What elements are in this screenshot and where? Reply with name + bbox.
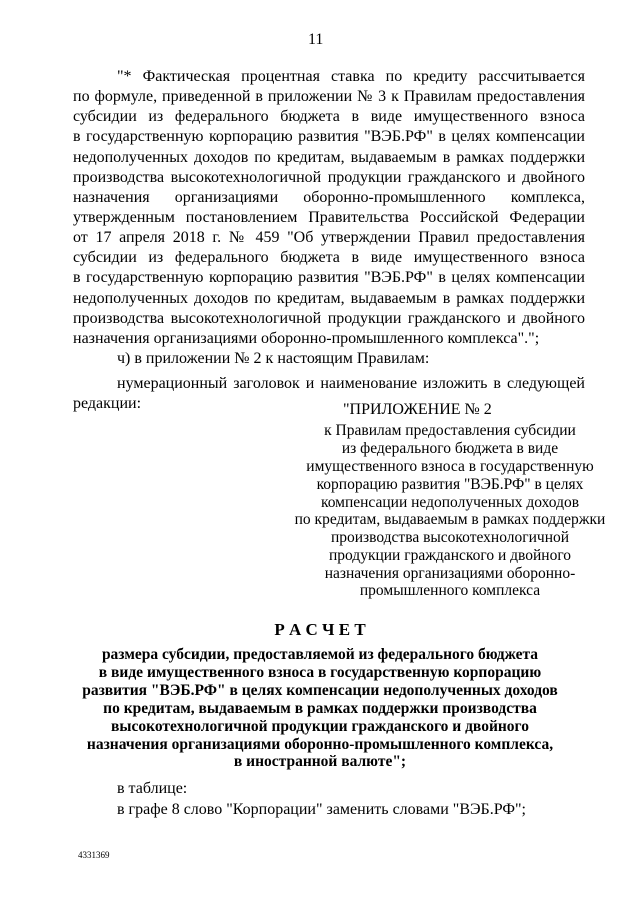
- text-line: субсидии из федерального бюджета в виде имущественного взноса: [73, 108, 585, 125]
- subtitle-line: высокотехнологичной продукции гражданского и двойного: [111, 718, 529, 735]
- subtitle-line: развития "ВЭБ.РФ" в целях компенсации недополученных доходов: [82, 682, 558, 699]
- appendix-line: продукции гражданского и двойного: [328, 547, 572, 564]
- text-line: производства высокотехнологичной продукции гражданского и двойного: [73, 310, 585, 327]
- table-intro: в таблице:: [117, 780, 188, 797]
- text-line: от 17 апреля 2018 г. № 459 "Об утверждении Правил предоставления: [73, 229, 585, 246]
- appendix-line: корпорацию развития "ВЭБ.РФ" в целях: [316, 476, 584, 493]
- subtitle-line: в иностранной валюте";: [233, 753, 407, 770]
- text-line: утвержденным постановлением Правительства Российской Федерации: [73, 209, 585, 226]
- appendix-title: "ПРИЛОЖЕНИЕ № 2: [343, 401, 492, 418]
- appendix-line: производства высокотехнологичной: [330, 529, 570, 546]
- item-ch: ч) в приложении № 2 к настоящим Правилам:: [117, 350, 430, 367]
- text-line: недополученных доходов по кредитам, выдаваемым в рамках поддержки: [73, 290, 585, 307]
- text-line: по формуле, приведенной в приложении № 3 к Правилам предоставления: [73, 88, 585, 105]
- appendix-line: из федерального бюджета в виде: [341, 440, 559, 457]
- appendix-line: по кредитам, выдаваемым в рамках поддержки: [294, 511, 606, 528]
- text-line: назначения организациями оборонно-промышленного комплекса".";: [73, 330, 540, 347]
- text-line: субсидии из федерального бюджета в виде имущественного взноса: [73, 249, 585, 266]
- appendix-line: компенсации недополученных доходов: [320, 494, 580, 511]
- text-line: в государственную корпорацию развития "ВЭБ.РФ" в целях компенсации: [73, 269, 585, 286]
- subtitle-line: назначения организациями оборонно-промышленного комплекса,: [86, 736, 554, 753]
- text-line: назначения организациями оборонно-промышленного комплекса,: [73, 189, 585, 206]
- appendix-line: имущественного взноса в государственную: [306, 458, 594, 475]
- text-line: редакции:: [73, 395, 142, 412]
- subtitle-line: по кредитам, выдаваемым в рамках поддержки производства: [103, 700, 537, 717]
- text-line: нумерационный заголовок и наименование изложить в следующей: [117, 375, 585, 392]
- appendix-line: к Правилам предоставления субсидии: [324, 422, 576, 439]
- text-line: "* Фактическая процентная ставка по кредиту рассчитывается: [117, 68, 585, 85]
- table-change: в графе 8 слово "Корпорации" заменить словами "ВЭБ.РФ";: [117, 801, 526, 818]
- text-line: производства высокотехнологичной продукции гражданского и двойного: [73, 169, 585, 186]
- subtitle-line: размера субсидии, предоставляемой из федерального бюджета: [101, 646, 539, 663]
- text-line: в государственную корпорацию развития "ВЭБ.РФ" в целях компенсации: [73, 128, 585, 145]
- page-number: 11: [308, 31, 324, 48]
- footer-code: 4331369: [78, 850, 110, 860]
- appendix-line: назначения организациями оборонно-: [324, 565, 576, 582]
- text-line: недополученных доходов по кредитам, выдаваемым в рамках поддержки: [73, 149, 585, 166]
- appendix-line: промышленного комплекса: [359, 582, 541, 599]
- calc-heading: Р А С Ч Е Т: [274, 620, 366, 639]
- subtitle-line: в виде имущественного взноса в государственную корпорацию: [98, 664, 542, 681]
